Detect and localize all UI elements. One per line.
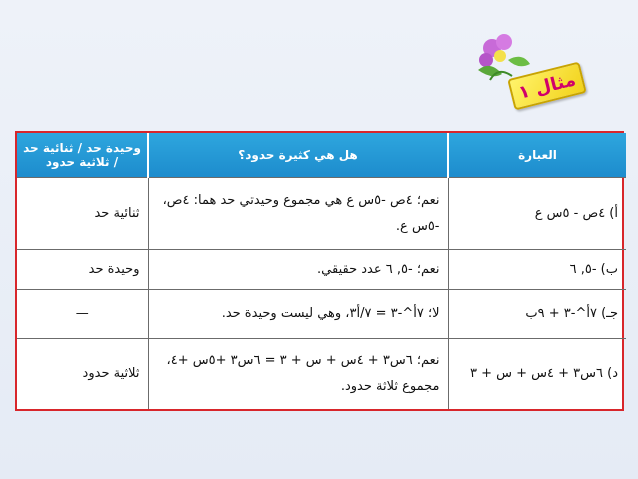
row-expression: أ) ٤ص - ٥س ع: [448, 178, 626, 250]
header-expression: العبارة: [448, 133, 626, 178]
row-expression: ب) -٥, ٦: [448, 250, 626, 290]
table-row: [17, 250, 626, 290]
row-expression: جـ) ٧أ^-٣ + ٩ب: [448, 289, 626, 339]
table-row: [17, 289, 626, 339]
row-answer: نعم؛ -٥, ٦ عدد حقيقي.: [148, 250, 448, 290]
example-label: مثال ١: [507, 62, 587, 111]
row-type: ثلاثية حدود: [17, 339, 148, 409]
row-answer: نعم؛ ٤ص -٥س ع هي مجموع وحيدتي حد هما: ٤ص، -٥س ع.: [148, 178, 448, 250]
row-type: —: [17, 289, 148, 339]
row-type: وحيدة حد: [17, 250, 148, 290]
row-answer: لا؛ ٧أ^-٣ = ٧/أ٣، وهي ليست وحيدة حد.: [148, 289, 448, 339]
row-answer: نعم؛ ٦س٣ + ٤س + س + ٣ = ٦س٣ +٥س +٤، مجموع ثلاثة حدود.: [148, 339, 448, 409]
polynomial-table: [17, 133, 626, 409]
header-type: وحيدة حد / ثنائية حد / ثلاثية حدود: [17, 133, 148, 178]
polynomial-table-frame: [15, 131, 624, 411]
table-header-row: [17, 133, 626, 178]
row-type: ثنائية حد: [17, 178, 148, 250]
row-expression: د) ٦س٣ + ٤س + س + ٣: [448, 339, 626, 409]
table-row: [17, 339, 626, 409]
example-badge: [472, 30, 582, 108]
header-question: هل هي كثيرة حدود؟: [148, 133, 448, 178]
table-row: [17, 178, 626, 250]
